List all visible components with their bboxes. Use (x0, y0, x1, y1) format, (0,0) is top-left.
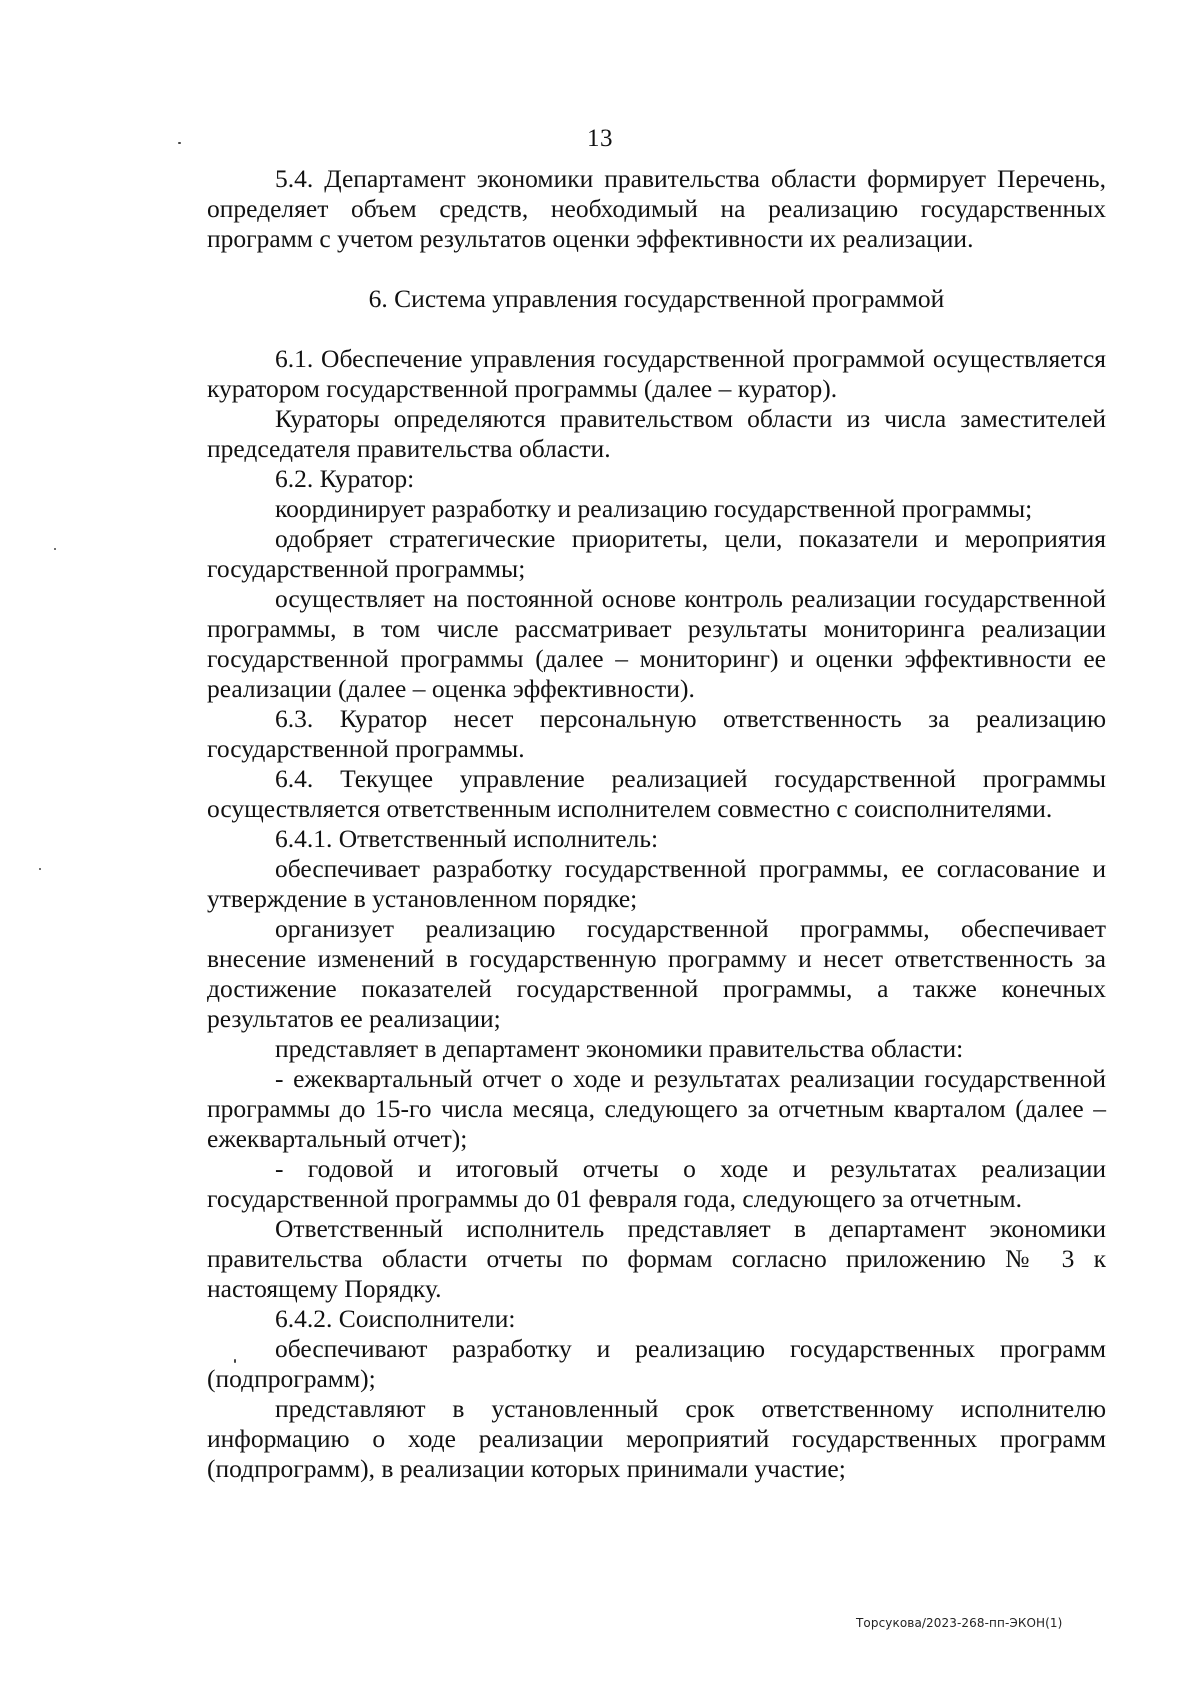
scan-speck (54, 548, 56, 550)
scan-speck (234, 1359, 236, 1363)
paragraph-6-3: 6.3. Куратор несет персональную ответственность за реализацию государственной программы. (207, 704, 1106, 763)
list-item-annual-report: - годовой и итоговый отчеты о ходе и результатах реализации государственной программы до 01 февраля года, следующего за отчетным. (207, 1154, 1106, 1213)
paragraph-6-4-1: 6.4.1. Ответственный исполнитель: (275, 824, 659, 853)
paragraph-co-executors-submit: представляют в установленный срок ответственному исполнителю информацию о ходе реализации мероприятий государственных программ (подпрограмм), в реализации которых принимали участие; (207, 1394, 1106, 1483)
paragraph-controls: осуществляет на постоянной основе контроль реализации государственной программы, в том числе рассматривает результаты мониторинга реализации государственной программы (далее – мониторинг) и оценки эффективности ее реализации (далее – оценка эффективности). (207, 584, 1106, 703)
scan-speck (178, 142, 181, 144)
paragraph-curators: Кураторы определяются правительством области из числа заместителей председателя правительства области. (207, 404, 1106, 463)
list-item-quarterly-report: - ежеквартальный отчет о ходе и результатах реализации государственной программы до 15-го числа месяца, следующего за отчетным кварталом (далее – ежеквартальный отчет); (207, 1064, 1106, 1153)
document-code: Торсукова/2023-268-пп-ЭКОН(1) (856, 1616, 1063, 1630)
paragraph-coordinates: координирует разработку и реализацию государственной программы; (275, 494, 1033, 523)
section-heading: 6. Система управления государственной программой (368, 284, 945, 313)
paragraph-6-4: 6.4. Текущее управление реализацией государственной программы осуществляется ответственным исполнителем совместно с соисполнителями. (207, 764, 1106, 823)
paragraph-6-4-2: 6.4.2. Соисполнители: (275, 1304, 516, 1333)
paragraph-report-forms: Ответственный исполнитель представляет в департамент экономики правительства области отчеты по формам согласно приложению № 3 к настоящему Порядку. (207, 1214, 1106, 1303)
paragraph-co-executors-ensure: обеспечивают разработку и реализацию государственных программ (подпрограмм); (207, 1334, 1106, 1393)
paragraph-submits: представляет в департамент экономики правительства области: (275, 1034, 964, 1063)
paragraph-5-4: 5.4. Департамент экономики правительства области формирует Перечень, определяет объем средств, необходимый на реализацию государственных программ с учетом результатов оценки эффективности их реализации. (207, 164, 1106, 253)
scan-speck (39, 868, 41, 870)
paragraph-ensures-development: обеспечивает разработку государственной программы, ее согласование и утверждение в установленном порядке; (207, 854, 1106, 913)
page-number: 13 (587, 125, 613, 152)
paragraph-6-2: 6.2. Куратор: (275, 464, 415, 493)
paragraph-approves: одобряет стратегические приоритеты, цели, показатели и мероприятия государственной программы; (207, 524, 1106, 583)
paragraph-organizes: организует реализацию государственной программы, обеспечивает внесение изменений в государственную программу и несет ответственность за достижение показателей государственной программы, а также конечных результатов ее реализации; (207, 914, 1106, 1033)
paragraph-6-1: 6.1. Обеспечение управления государственной программой осуществляется куратором государственной программы (далее – куратор). (207, 344, 1106, 403)
document-body (207, 164, 1106, 1484)
